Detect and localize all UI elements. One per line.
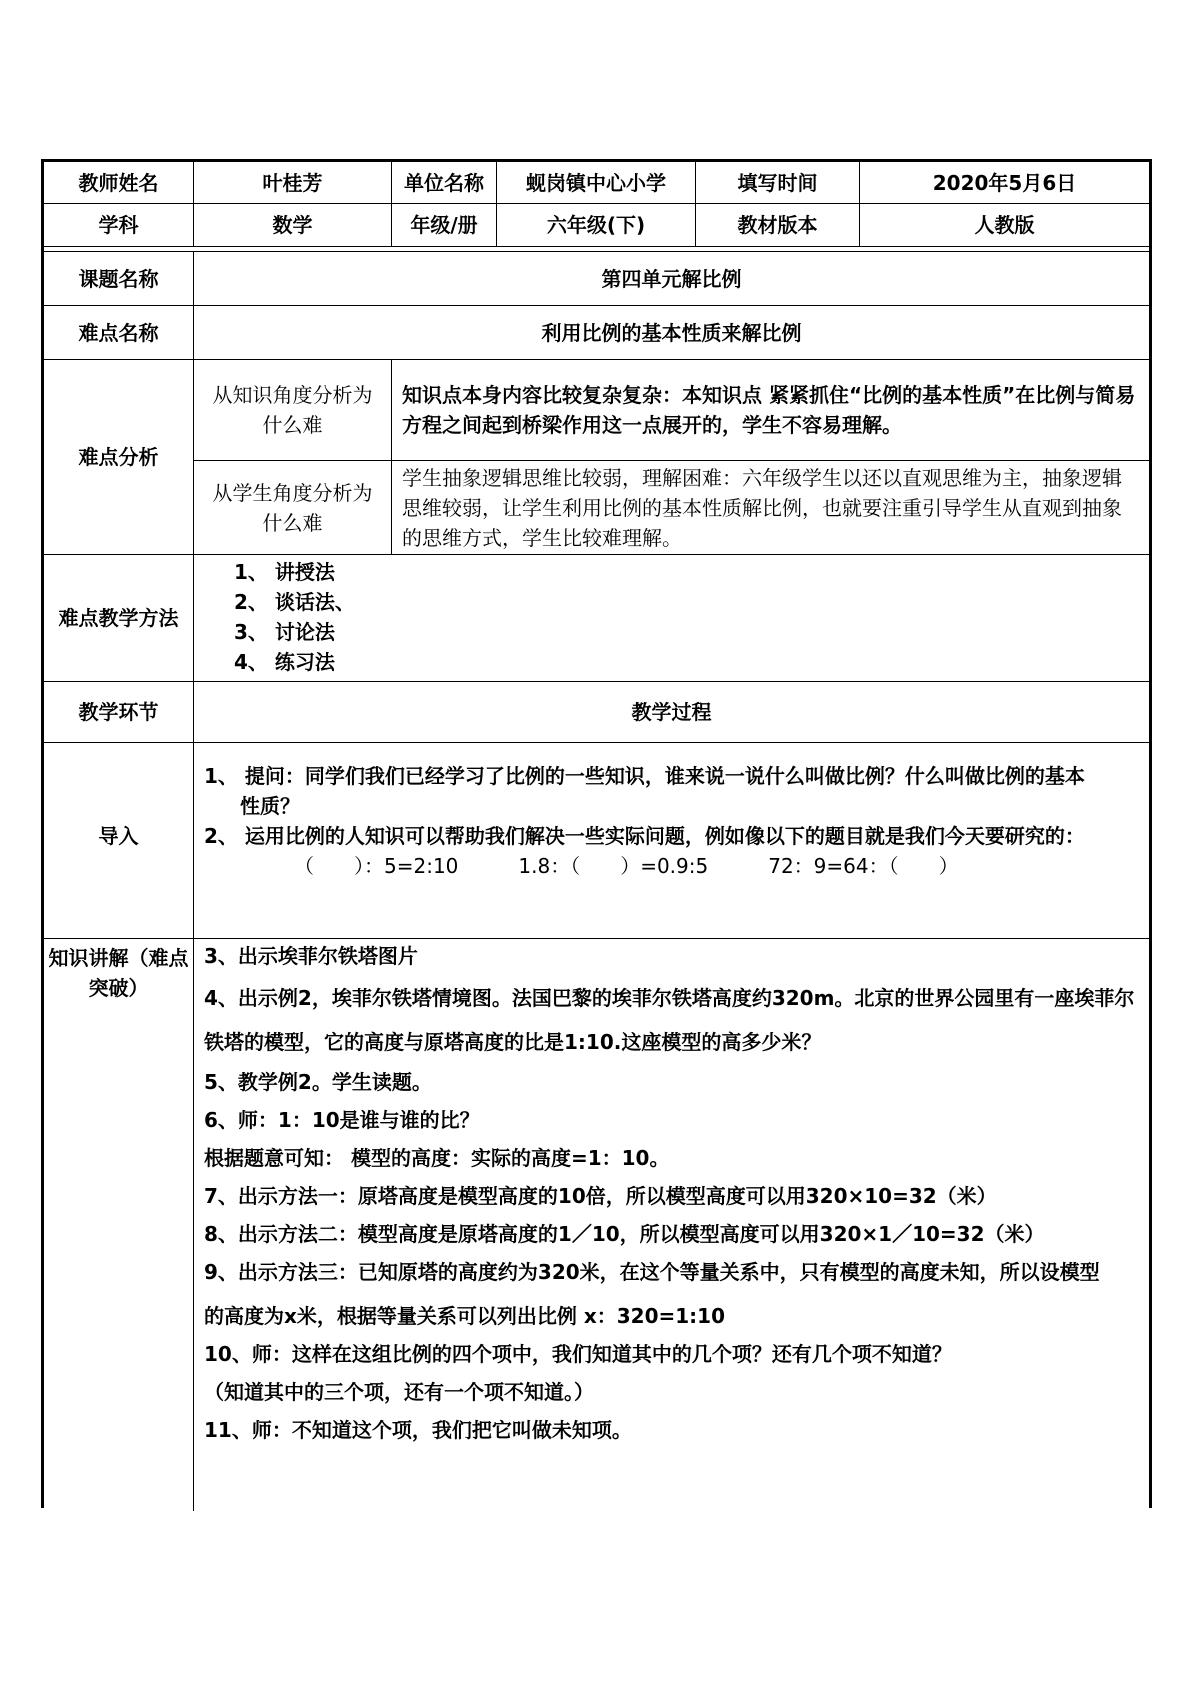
- difficulty-label: 难点名称: [44, 306, 194, 359]
- explain-label: 知识讲解（难点突破）: [44, 939, 194, 1511]
- fill-date: 2020年5月6日: [932, 170, 1077, 195]
- explain-line: 8、出示方法二：模型高度是原塔高度的1／10，所以模型高度可以用320×1／10=32（米）: [204, 1222, 1045, 1246]
- explain-line: 10、师：这样在这组比例的四个项中，我们知道其中的几个项？还有几个项不知道？: [204, 1342, 952, 1366]
- date-label: 填写时间: [696, 162, 860, 203]
- method-item: 2、 谈话法、: [234, 590, 355, 614]
- methods-row: [44, 555, 1149, 682]
- explain-line: 7、出示方法一：原塔高度是模型高度的10倍，所以模型高度可以用320×10=32（米）: [204, 1184, 997, 1208]
- intro-body: [194, 743, 1149, 938]
- difficulty-row: [44, 306, 1149, 360]
- explain-line: 11、师：不知道这个项，我们把它叫做未知项。: [204, 1418, 632, 1442]
- intro-line-1b: 性质？: [240, 794, 300, 818]
- knowledge-text: 知识点本身内容比较复杂复杂：本知识点 紧紧抓住“比例的基本性质”在比例与简易方程之间起到桥梁作用这一点展开的，学生不容易理解。: [402, 383, 1136, 437]
- intro-exercises: （ ）：5=2:10 1.8：（ ）=0.9:5 72：9=64：（ ）: [294, 854, 959, 878]
- explain-line: 根据题意可知： 模型的高度：实际的高度=1：10。: [204, 1146, 670, 1170]
- analysis-body: [194, 360, 1149, 554]
- header-row-2: [44, 204, 1149, 247]
- header-row-1: [44, 162, 1149, 204]
- method-item: 4、 练习法: [234, 650, 335, 674]
- process-header-row: [44, 682, 1149, 743]
- intro-line-1: 1、 提问：同学们我们已经学习了比例的一些知识，谁来说一说什么叫做比例？什么叫做比例的基本: [204, 764, 1085, 788]
- topic-row: [44, 252, 1149, 306]
- explain-line: 4、出示例2，埃菲尔铁塔情境图。法国巴黎的埃菲尔铁塔高度约320m。北京的世界公园里有一座埃菲尔: [204, 986, 1135, 1010]
- explain-line: （知道其中的三个项，还有一个项不知道。）: [204, 1380, 594, 1404]
- edition: 人教版: [974, 213, 1035, 237]
- explain-line: 5、教学例2。学生读题。: [204, 1070, 432, 1094]
- edition-label: 教材版本: [696, 204, 860, 246]
- teacher-name: 叶桂芳: [194, 162, 392, 203]
- knowledge-analysis: [194, 360, 1149, 461]
- explain-line: 9、出示方法三：已知原塔的高度约为320米，在这个等量关系中，只有模型的高度未知，所以设模型: [204, 1260, 1100, 1284]
- intro-line-2: 2、 运用比例的人知识可以帮助我们解决一些实际问题，例如像以下的题目就是我们今天要研究的：: [204, 824, 1085, 848]
- topic-label: 课题名称: [44, 252, 194, 305]
- student-analysis: [194, 461, 1149, 554]
- difficulty-value: 利用比例的基本性质来解比例: [541, 320, 802, 345]
- explain-line: 6、师：1：10是谁与谁的比？: [204, 1108, 480, 1132]
- method-item: 3、 讨论法: [234, 620, 335, 644]
- student-text: 学生抽象逻辑思维比较弱，理解困难：六年级学生以还以直观思维为主，抽象逻辑思维较弱，让学生利用比例的基本性质解比例，也就要注重引导学生从直观到抽象的思维方式，学生比较难理解。: [402, 465, 1122, 550]
- explain-line: 铁塔的模型，它的高度与原塔高度的比是1:10.这座模型的高多少米？: [204, 1030, 822, 1054]
- subject-label: 学科: [44, 204, 194, 246]
- grade-label: 年级/册: [392, 204, 497, 246]
- explain-body: [194, 939, 1149, 1511]
- analysis-label: 难点分析: [44, 360, 194, 554]
- topic-value: 第四单元解比例: [601, 266, 742, 291]
- explain-line: 的高度为x米，根据等量关系可以列出比例 x：320=1:10: [204, 1304, 726, 1328]
- process-title: 教学过程: [631, 700, 712, 724]
- analysis-row: [44, 360, 1149, 555]
- teacher-label: 教师姓名: [44, 162, 194, 203]
- student-label: 从学生角度分析为什么难: [194, 461, 392, 554]
- subject: 数学: [194, 204, 392, 246]
- explain-row: [44, 939, 1149, 1511]
- unit-label: 单位名称: [392, 162, 497, 203]
- intro-label: 导入: [44, 743, 194, 938]
- process-stage-label: 教学环节: [44, 682, 194, 742]
- lesson-plan-table: [41, 159, 1152, 1508]
- grade: 六年级(下): [497, 204, 696, 246]
- explain-line: 3、出示埃菲尔铁塔图片: [204, 944, 418, 968]
- method-item: 1、 讲授法: [234, 560, 335, 584]
- unit-name: 蚬岗镇中心小学: [497, 162, 696, 203]
- methods-label: 难点教学方法: [44, 555, 194, 681]
- intro-row: [44, 743, 1149, 939]
- methods-list: [194, 555, 1149, 681]
- knowledge-label: 从知识角度分析为什么难: [194, 360, 392, 460]
